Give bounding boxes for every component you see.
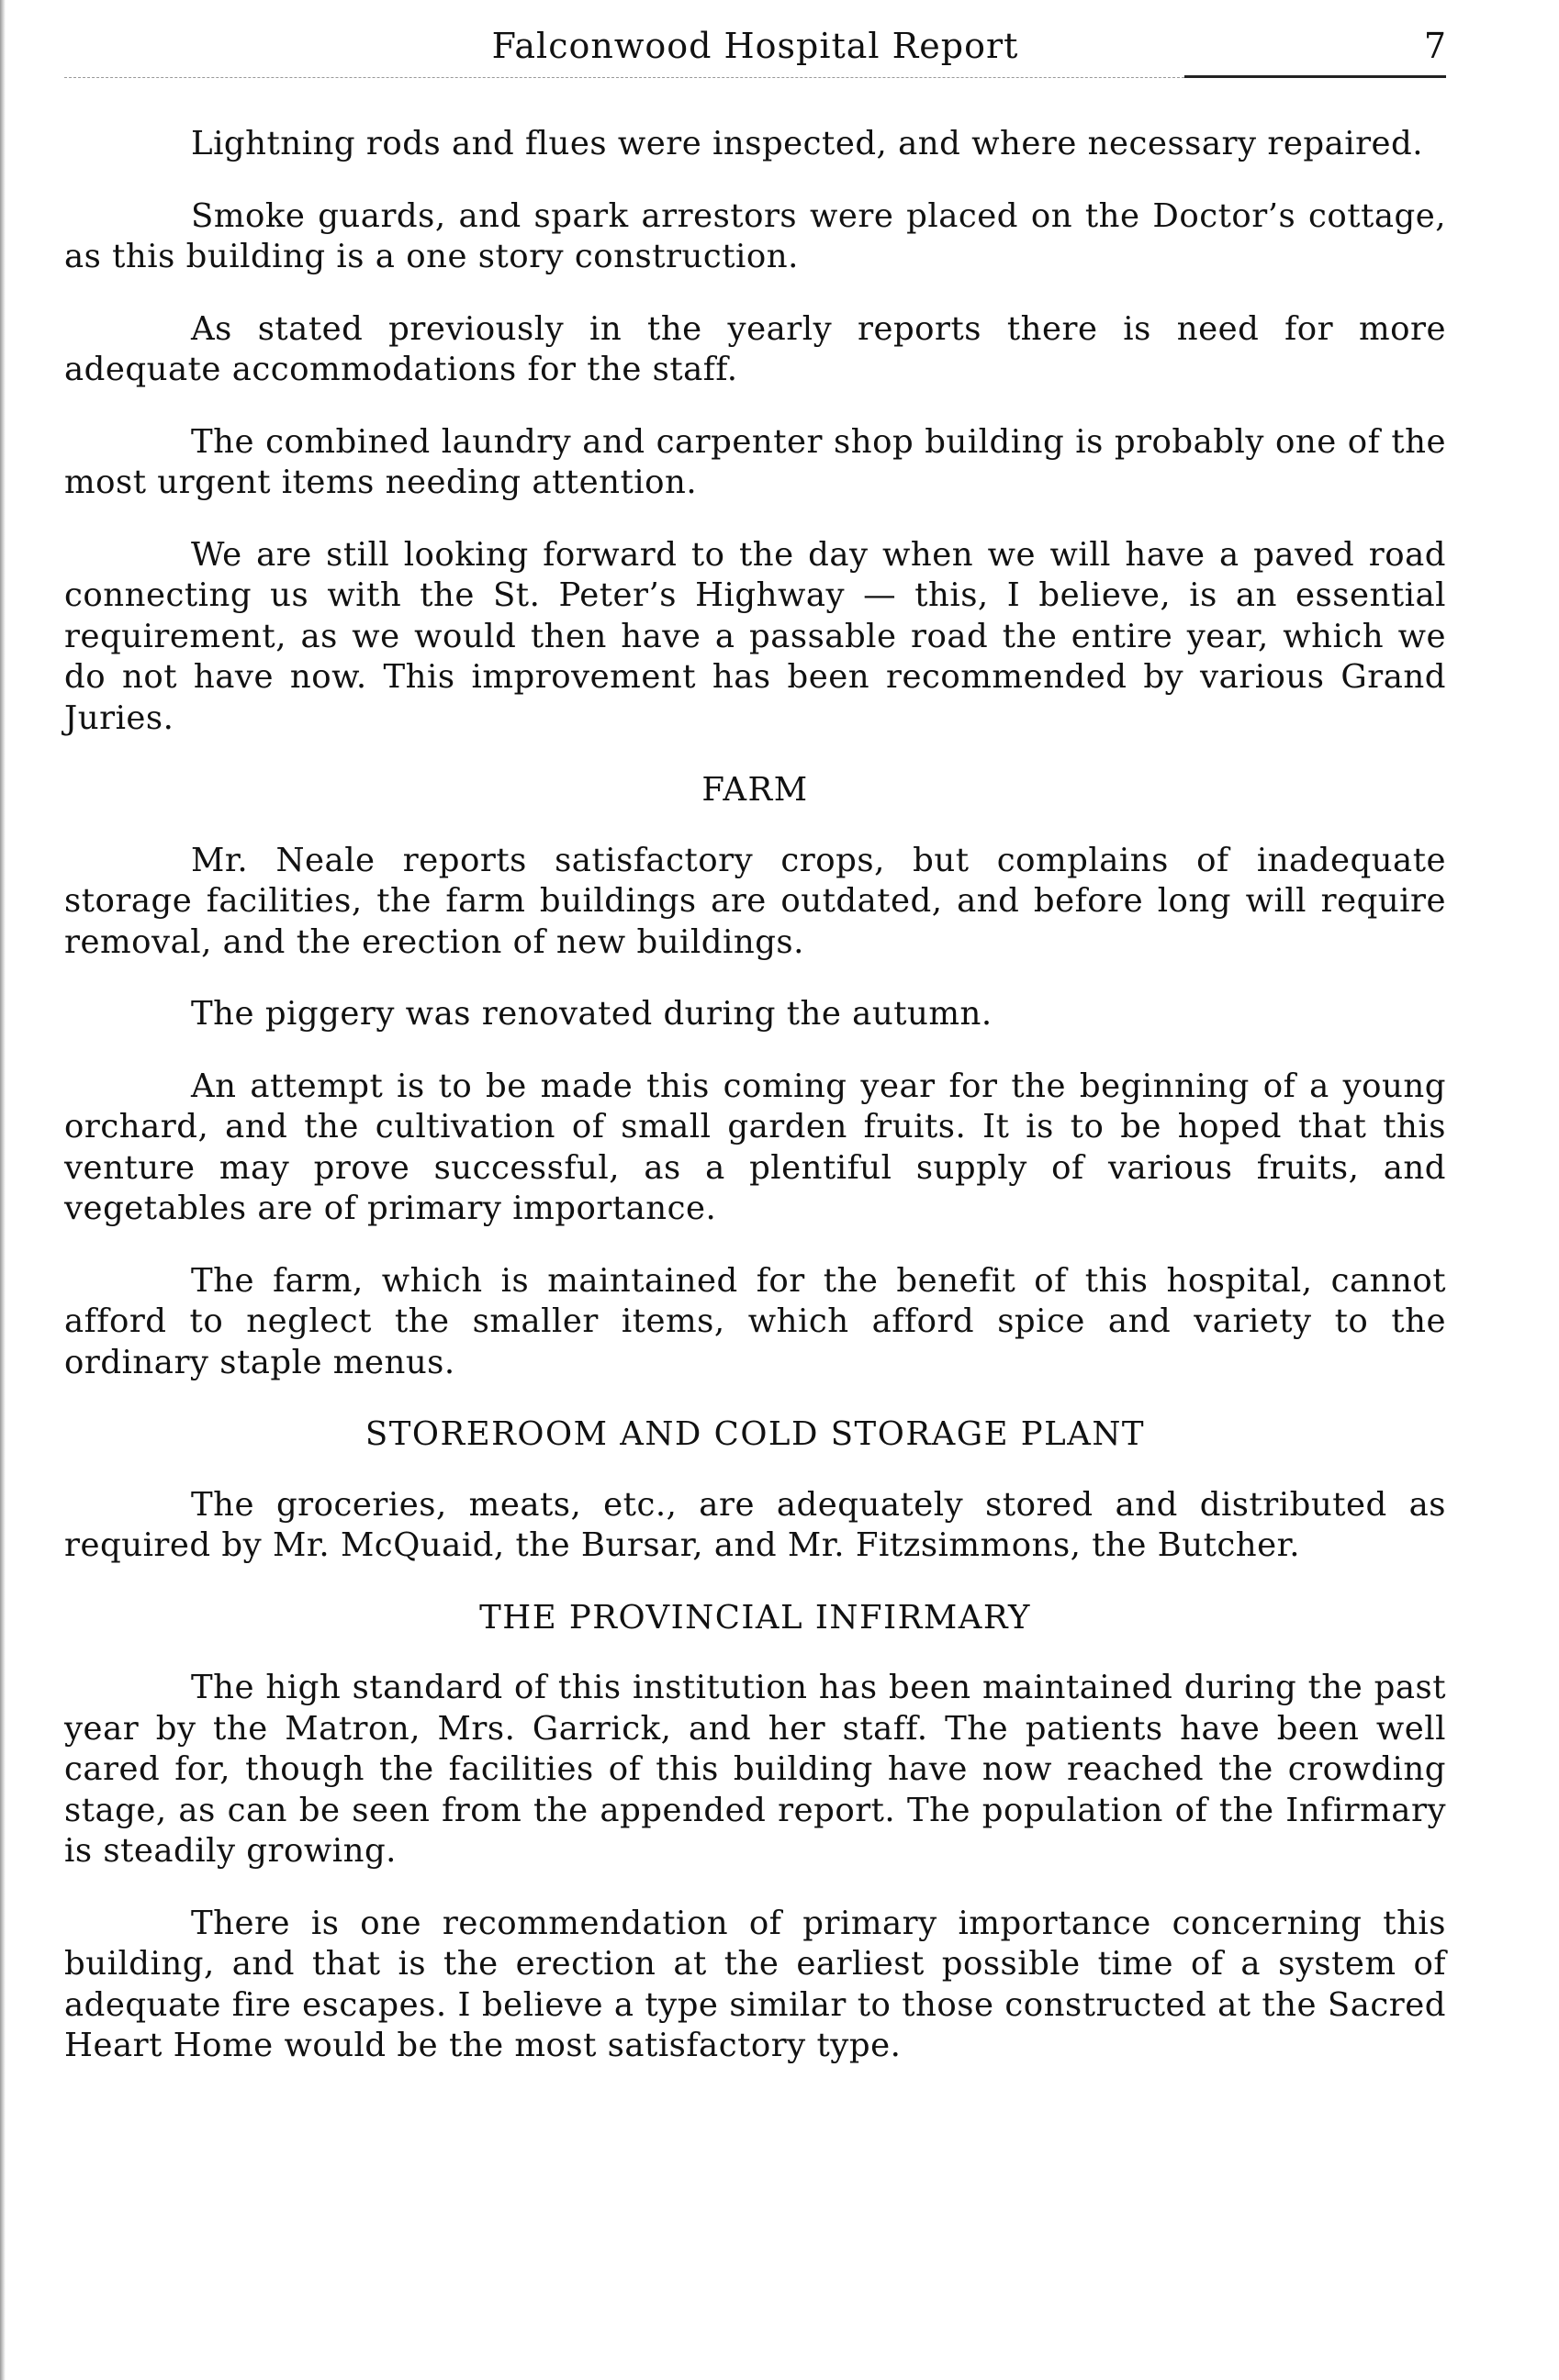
paragraph-fire-escapes: There is one recommendation of primary importance concerning this building, and that is the erection at the earliest possible time of a system of adequate fire escapes. I believe a type similar to those constructed at the Sacred Heart Home would be the most satisfactory type.	[64, 1904, 1446, 2064]
section-heading-farm: FARM	[701, 771, 809, 809]
header-rule-solid	[1184, 75, 1446, 78]
running-head-title: Falconwood Hospital Report	[491, 26, 1019, 66]
header-rule-dashed	[64, 77, 1184, 78]
paragraph-groceries: The groceries, meats, etc., are adequately stored and distributed as required by Mr. McQuaid, the Bursar, and Mr. Fitzsimmons, the Butcher.	[64, 1485, 1446, 1564]
paragraph-orchard: An attempt is to be made this coming year for the beginning of a young orchard, and the cultivation of small garden fruits. It is to be hoped that this venture may prove successful, as a plentiful supply of various fruits, and vegetables are of primary importance.	[64, 1067, 1446, 1227]
paragraph-infirmary-standard: The high standard of this institution has been maintained during the past year by the Matron, Mrs. Garrick, and her staff. The patients have been well cared for, though the facilities of this building have now reached the crowding stage, as can be seen from the appended report. The population of the Infirmary is steadily growing.	[64, 1669, 1446, 1870]
body-text	[64, 124, 1446, 2098]
page-header	[64, 20, 1446, 75]
section-heading-infirmary: THE PROVINCIAL INFIRMARY	[479, 1598, 1031, 1637]
paragraph-lightning-rods: Lightning rods and flues were inspected, and where necessary repaired.	[191, 125, 1424, 162]
page-number: 7	[1423, 26, 1446, 66]
page-binding-edge	[0, 0, 6, 2380]
section-heading-storeroom: STOREROOM AND COLD STORAGE PLANT	[365, 1415, 1146, 1453]
paragraph-paved-road: We are still looking forward to the day when we will have a paved road connecting us with the St. Peter’s Highway — this, I believe, is an essential requirement, as we would then have a passable road the entire year, which we do not have now. This improvement has been recommended by various Grand Juries.	[64, 535, 1446, 737]
paragraph-farm-benefit: The farm, which is maintained for the benefit of this hospital, cannot afford to neglect the smaller items, which afford spice and variety to the ordinary staple menus.	[64, 1261, 1446, 1381]
paragraph-smoke-guards: Smoke guards, and spark arrestors were placed on the Doctor’s cottage, as this building is a one story construction.	[64, 196, 1446, 275]
paragraph-farm-crops: Mr. Neale reports satisfactory crops, but complains of inadequate storage facilities, the farm buildings are outdated, and before long will require removal, and the erection of new buildings.	[64, 841, 1446, 961]
paragraph-piggery: The piggery was renovated during the autumn.	[191, 995, 993, 1033]
paragraph-staff-accommodations: As stated previously in the yearly reports there is need for more adequate accommodations for the staff.	[64, 309, 1446, 388]
paragraph-laundry-carpenter: The combined laundry and carpenter shop building is probably one of the most urgent items needing attention.	[64, 422, 1446, 501]
